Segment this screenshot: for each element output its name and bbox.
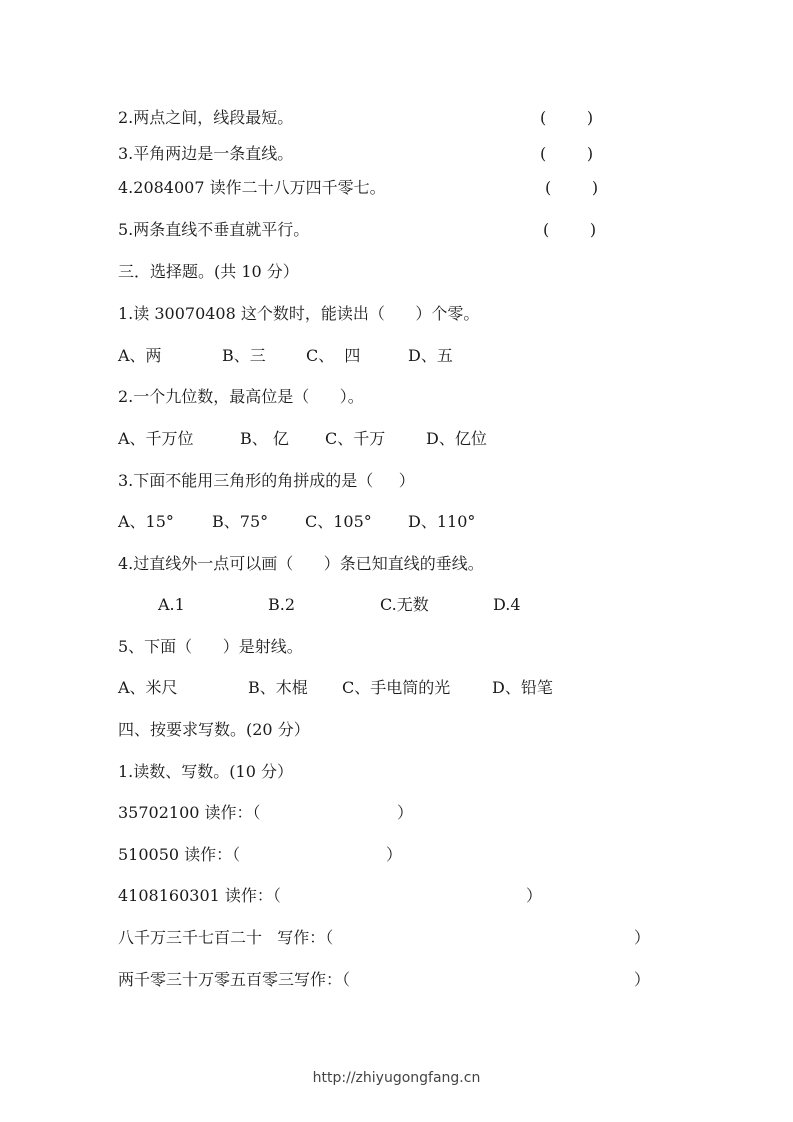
write-item-3: 4108160301 读作：（ (118, 886, 281, 905)
write-item-5: 两千零三十万零五百零三写作：（ (118, 970, 351, 989)
judge-item-4: 4.2084007 读作二十八万四千零七。 (118, 178, 386, 197)
option-d: D、110° (408, 512, 476, 531)
option-d: D、铅笔 (492, 678, 553, 697)
answer-close-paren: ） (526, 886, 543, 905)
judge-item-5: 5.两条直线不垂直就平行。 (118, 220, 310, 239)
write-item-1: 35702100 读作：（ (118, 803, 261, 822)
option-b: B、三 (222, 346, 266, 365)
answer-paren: ( ) (545, 178, 599, 197)
option-b: B、75° (212, 512, 269, 531)
judge-item-2: 2.两点之间，线段最短。 (118, 108, 294, 127)
option-a: A、15° (118, 512, 174, 531)
option-b: B.2 (268, 595, 296, 614)
answer-close-paren: ） (386, 845, 403, 864)
choice-question-4: 4.过直线外一点可以画（ ）条已知直线的垂线。 (118, 554, 484, 573)
choice-question-1: 1.读 30070408 这个数时，能读出（ ）个零。 (118, 304, 480, 323)
option-c: C、千万 (325, 429, 386, 448)
option-a: A、千万位 (118, 429, 194, 448)
choice-question-3: 3.下面不能用三角形的角拼成的是（ ） (118, 471, 415, 490)
choice-question-2: 2.一个九位数，最高位是（ ）。 (118, 387, 364, 406)
choice-question-5: 5、下面（ ）是射线。 (118, 637, 303, 656)
section-heading-choice: 三．选择题。(共 10 分） (118, 262, 299, 281)
option-c: C、 四 (306, 346, 361, 365)
answer-paren: ( ) (543, 220, 597, 239)
option-b: B、木棍 (248, 678, 308, 697)
answer-paren: ( ) (540, 108, 594, 127)
option-a: A.1 (158, 595, 185, 614)
answer-close-paren: ） (634, 970, 651, 989)
answer-close-paren: ） (397, 803, 414, 822)
section-heading-write: 四、按要求写数。(20 分） (118, 720, 310, 739)
option-c: C、手电筒的光 (342, 678, 451, 697)
judge-item-3: 3.平角两边是一条直线。 (118, 144, 294, 163)
answer-close-paren: ） (634, 928, 651, 947)
option-a: A、两 (118, 346, 162, 365)
write-item-2: 510050 读作：（ (118, 845, 241, 864)
write-subheading: 1.读数、写数。(10 分） (118, 762, 293, 781)
option-d: D.4 (493, 595, 521, 614)
write-item-4: 八千万三千七百二十 写作：（ (118, 928, 334, 947)
option-d: D、亿位 (426, 429, 487, 448)
option-c: C.无数 (380, 595, 429, 614)
footer-url: http://zhiyugongfang.cn (312, 1070, 481, 1086)
option-d: D、五 (408, 346, 453, 365)
answer-paren: ( ) (540, 144, 594, 163)
option-b: B、 亿 (240, 429, 289, 448)
option-a: A、米尺 (118, 678, 178, 697)
option-c: C、105° (305, 512, 372, 531)
